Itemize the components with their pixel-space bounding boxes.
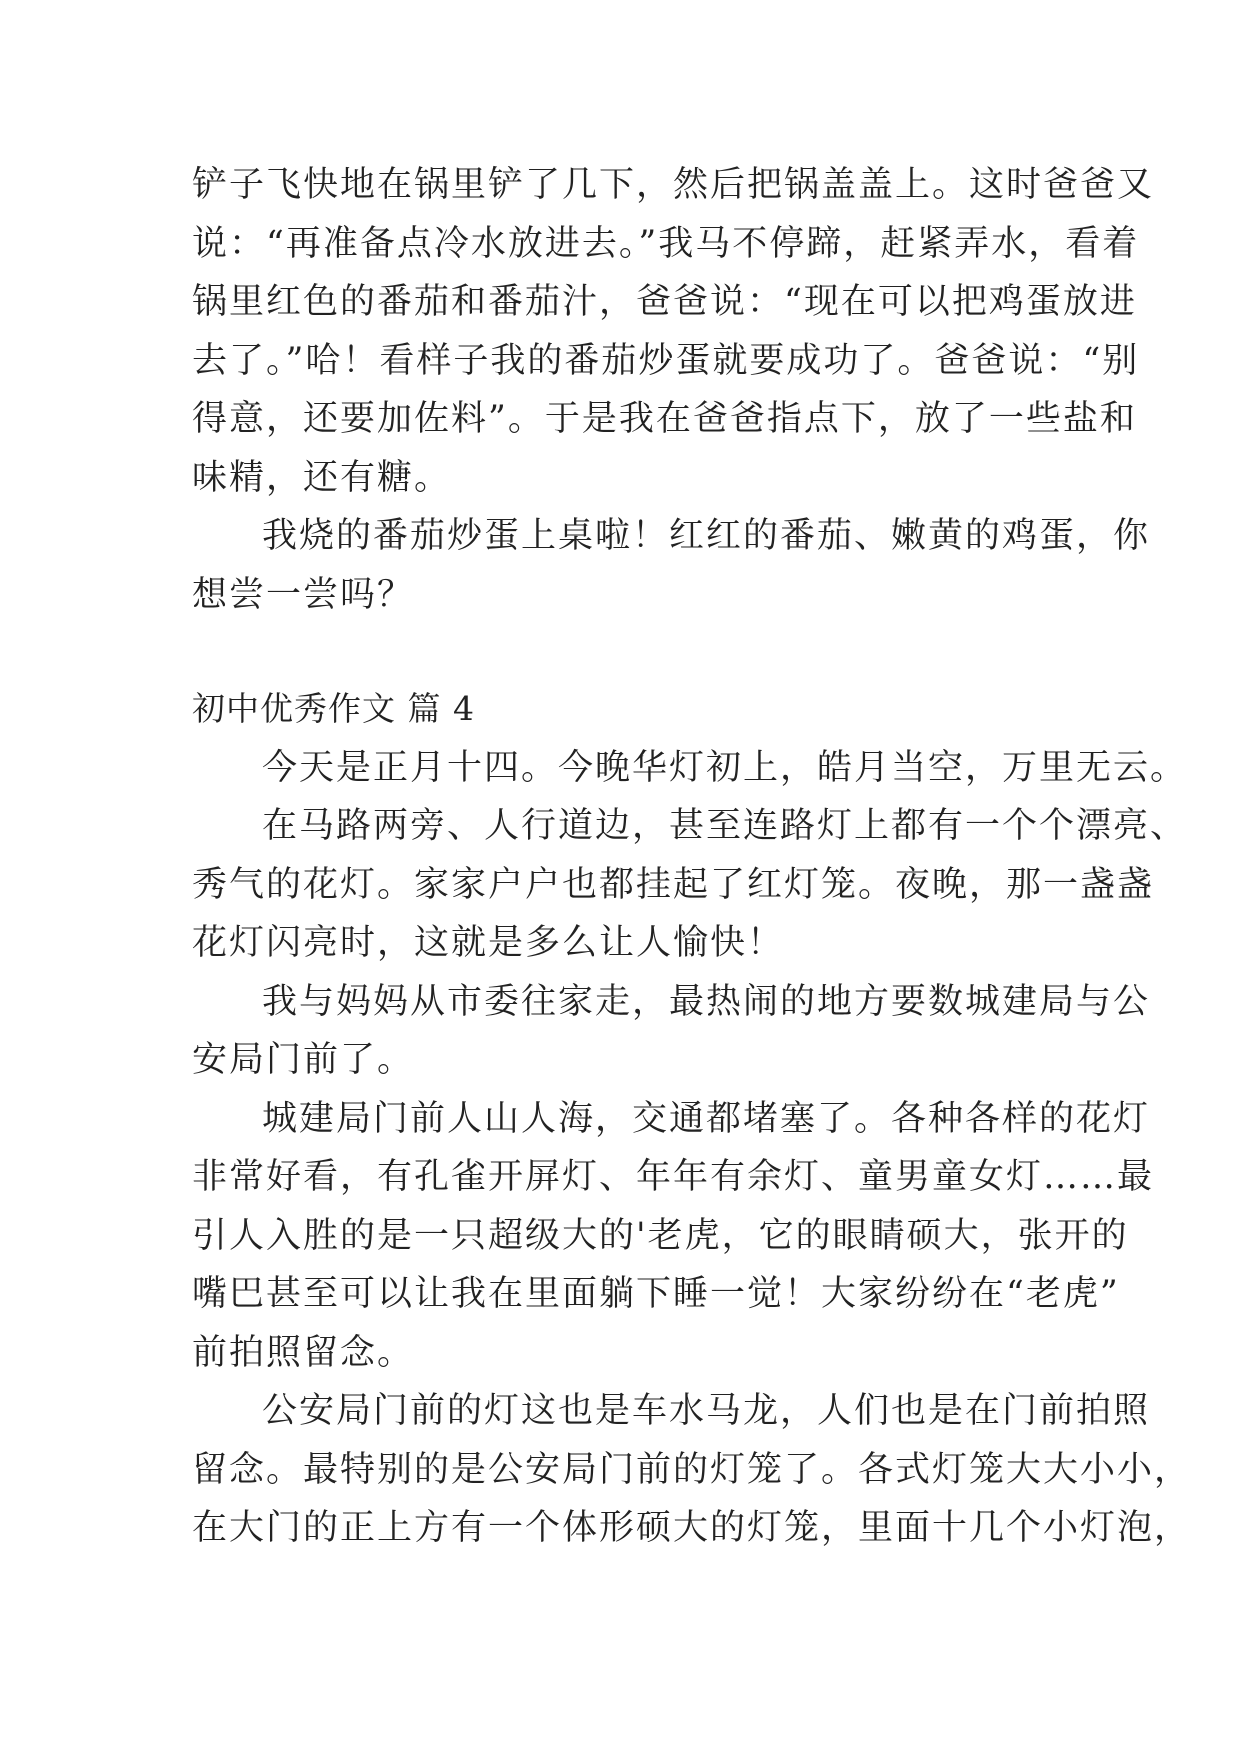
text-line: 锅里红色的番茄和番茄汁，爸爸说：“现在可以把鸡蛋放进 [192, 282, 1137, 322]
text-line: 安局门前了。 [192, 1040, 415, 1080]
essay-4 [192, 680, 1192, 1558]
text-line: 留念。最特别的是公安局门前的灯笼了。各式灯笼大大小小， [192, 1449, 1192, 1490]
section-heading: 初中优秀作文 篇 4 [192, 689, 475, 728]
text-line: 非常好看，有孔雀开屏灯、年年有余灯、童男童女灯……最 [192, 1157, 1155, 1197]
text-line: 在马路两旁、人行道边，甚至连路灯上都有一个个漂亮、 [262, 806, 1188, 846]
text-line: 去了。”哈！看样子我的番茄炒蛋就要成功了。爸爸说：“别 [192, 340, 1140, 381]
text-line: 铲子飞快地在锅里铲了几下，然后把锅盖盖上。这时爸爸又 [192, 165, 1155, 205]
text-line: 我烧的番茄炒蛋上桌啦！红红的番茄、嫩黄的鸡蛋，你 [262, 516, 1151, 556]
text-line: 城建局门前人山人海，交通都堵塞了。各种各样的花灯 [262, 1098, 1151, 1139]
text-line: 今天是正月十四。今晚华灯初上，皓月当空，万里无云。 [262, 747, 1188, 788]
essay-3-ending [192, 156, 1155, 624]
text-line: 引人入胜的是一只超级大的'老虎，它的眼睛硕大，张开的 [192, 1215, 1129, 1256]
text-line: 得意，还要加佐料”。于是我在爸爸指点下，放了一些盐和 [192, 399, 1137, 439]
text-line: 前拍照留念。 [192, 1332, 415, 1373]
text-line: 花灯闪亮时，这就是多么让人愉快！ [192, 923, 785, 963]
text-line: 在大门的正上方有一个体形硕大的灯笼，里面十几个小灯泡， [192, 1508, 1192, 1548]
text-line: 想尝一尝吗？ [192, 574, 415, 615]
text-line: 味精，还有糖。 [192, 457, 452, 498]
text-line: 公安局门前的灯这也是车水马龙，人们也是在门前拍照 [262, 1391, 1151, 1431]
text-line: 嘴巴甚至可以让我在里面躺下睡一觉！大家纷纷在“老虎” [192, 1274, 1120, 1314]
text-line: 秀气的花灯。家家户户也都挂起了红灯笼。夜晚，那一盏盏 [192, 864, 1155, 905]
text-line: 我与妈妈从市委往家走，最热闹的地方要数城建局与公 [262, 981, 1151, 1022]
text-line: 说：“再准备点冷水放进去。”我马不停蹄，赶紧弄水，看着 [192, 223, 1140, 264]
